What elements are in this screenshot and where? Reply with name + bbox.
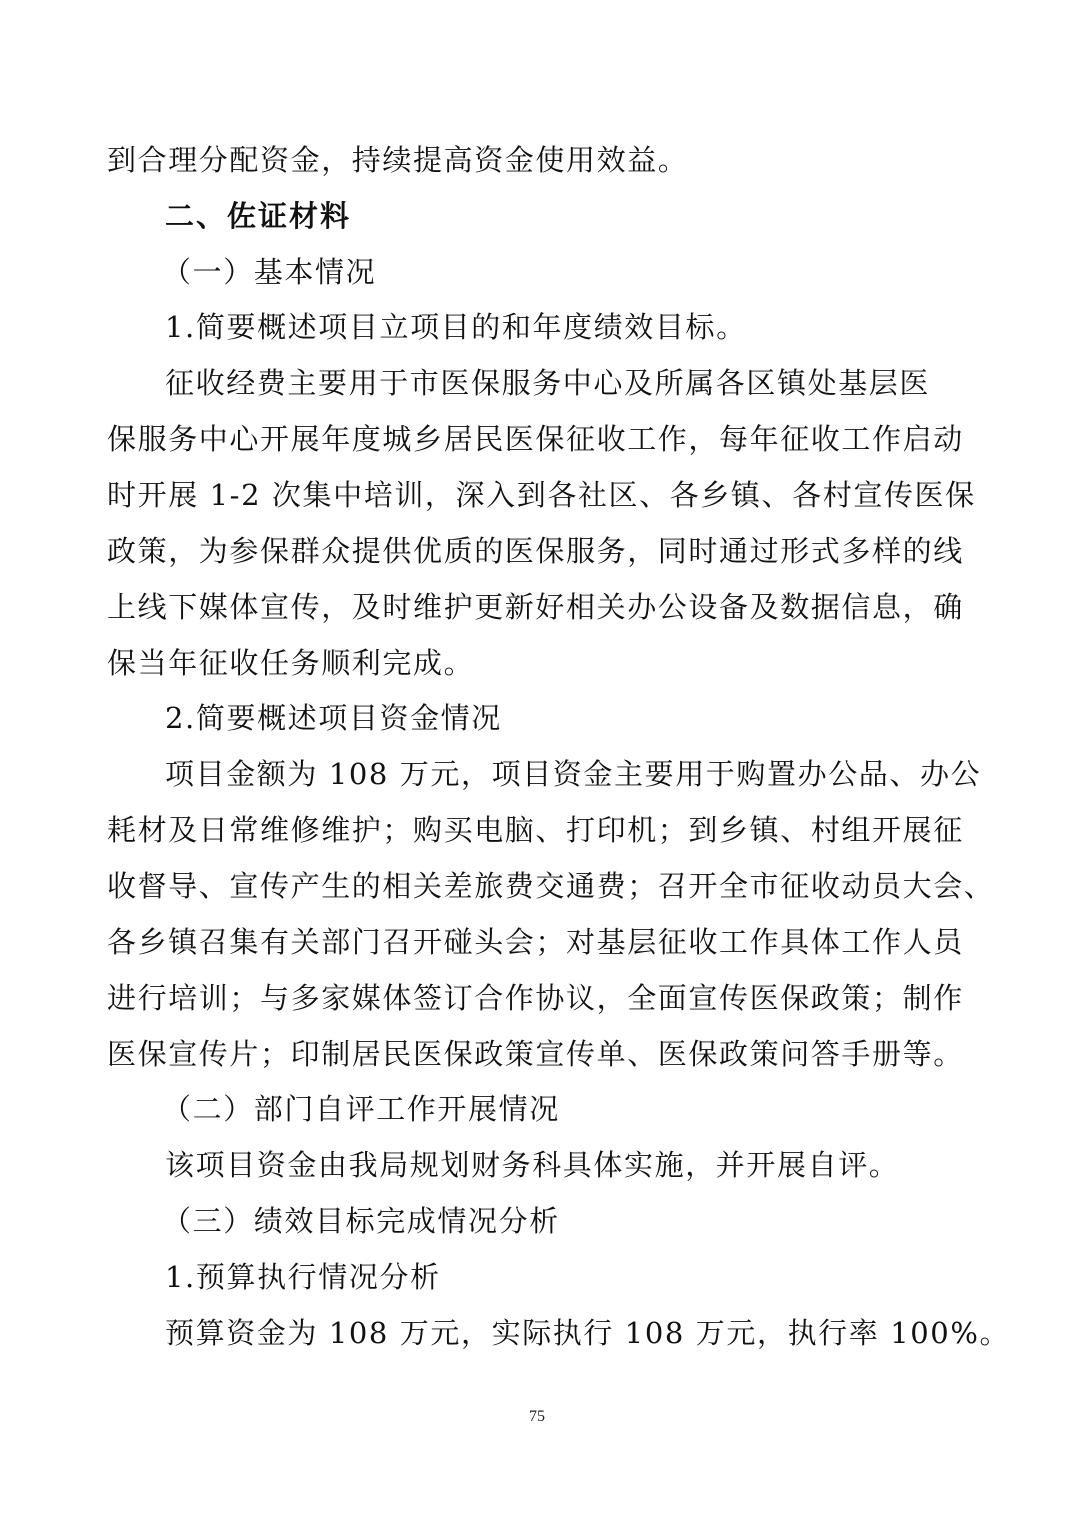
paragraph-continuation-line: 到合理分配资金，持续提高资金使用效益。 — [107, 143, 689, 177]
paragraph-line: 征收经费主要用于市医保服务中心及所属各区镇处基层医 — [165, 366, 931, 400]
paragraph-line: 各乡镇召集有关部门召开碰头会；对基层征收工作具体工作人员 — [107, 925, 964, 959]
item-heading-project-funds: 2.简要概述项目资金情况 — [165, 701, 502, 735]
paragraph-line: 保服务中心开展年度城乡居民医保征收工作，每年征收工作启动 — [107, 422, 964, 456]
paragraph-line: 保当年征收任务顺利完成。 — [107, 646, 475, 680]
paragraph-line: 收督导、宣传产生的相关差旅费交通费；召开全市征收动员大会、 — [107, 869, 995, 903]
item-heading-project-goal: 1.简要概述项目立项目的和年度绩效目标。 — [165, 310, 747, 344]
subsection-heading-self-evaluation: （二）部门自评工作开展情况 — [162, 1092, 560, 1126]
paragraph-line: 耗材及日常维修维护；购买电脑、打印机；到乡镇、村组开展征 — [107, 813, 964, 847]
paragraph-line: 医保宣传片；印制居民医保政策宣传单、医保政策问答手册等。 — [107, 1037, 964, 1071]
section-heading-evidence: 二、佐证材料 — [165, 199, 352, 233]
paragraph-line: 项目金额为 108 万元，项目资金主要用于购置办公品、办公 — [165, 757, 982, 791]
paragraph-line: 政策，为参保群众提供优质的医保服务，同时通过形式多样的线 — [107, 534, 964, 568]
subsection-heading-basic-situation: （一）基本情况 — [162, 255, 377, 289]
paragraph-line: 时开展 1-2 次集中培训，深入到各社区、各乡镇、各村宣传医保 — [107, 478, 976, 512]
page-number: 75 — [529, 1408, 545, 1425]
item-heading-budget-execution: 1.预算执行情况分析 — [165, 1260, 441, 1294]
paragraph-line: 上线下媒体宣传，及时维护更新好相关办公设备及数据信息，确 — [107, 590, 964, 624]
paragraph-line: 预算资金为 108 万元，实际执行 108 万元，执行率 100%。 — [165, 1316, 1011, 1350]
paragraph-line: 该项目资金由我局规划财务科具体实施，并开展自评。 — [165, 1148, 900, 1182]
subsection-heading-performance-analysis: （三）绩效目标完成情况分析 — [162, 1204, 560, 1238]
paragraph-line: 进行培训；与多家媒体签订合作协议，全面宣传医保政策；制作 — [107, 981, 964, 1015]
